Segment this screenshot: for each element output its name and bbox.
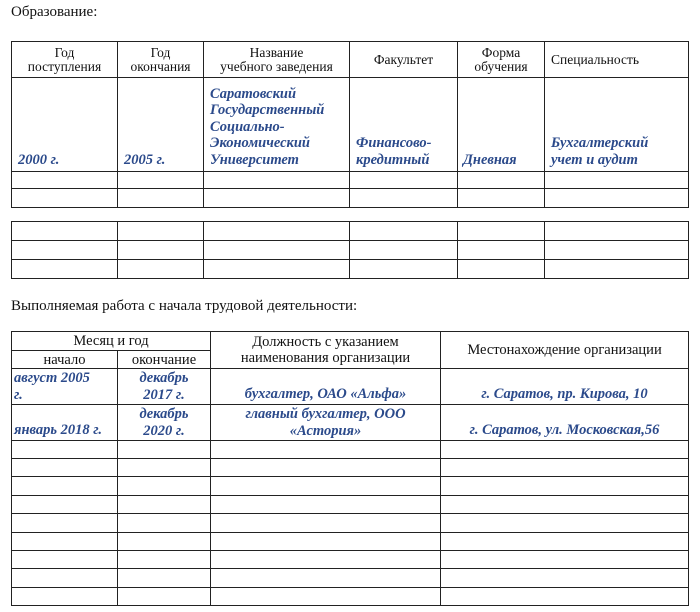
header-faculty: Факультет	[350, 42, 458, 78]
table-row	[12, 477, 689, 496]
table-row	[12, 441, 689, 459]
table-row	[12, 496, 689, 514]
table-row	[12, 569, 689, 588]
header-specialty: Специальность	[545, 42, 689, 78]
work-start: январь 2018 г.	[12, 405, 118, 441]
header-month-year: Месяц и год	[12, 332, 211, 351]
table-row	[12, 172, 689, 189]
work-table	[11, 331, 689, 606]
table-row	[12, 533, 689, 551]
table-row	[12, 551, 689, 569]
header-start: начало	[12, 351, 118, 369]
work-position: бухгалтер, ОАО «Альфа»	[211, 369, 441, 405]
table-row	[12, 405, 689, 441]
header-form: Форма обучения	[458, 42, 545, 78]
edu-year-out: 2005 г.	[118, 78, 204, 172]
header-year-out: Год окончания	[118, 42, 204, 78]
work-position: главный бухгалтер, ООО «Астория»	[211, 405, 441, 441]
edu-year-in: 2000 г.	[12, 78, 118, 172]
education-extra-table	[11, 221, 689, 279]
work-location: г. Саратов, ул. Московская,56	[441, 405, 689, 441]
edu-specialty: Бухгалтерский учет и аудит	[545, 78, 689, 172]
education-table	[11, 41, 689, 208]
table-row	[12, 260, 689, 279]
header-year-in: Год поступления	[12, 42, 118, 78]
table-row	[12, 222, 689, 241]
header-institution: Название учебного заведения	[204, 42, 350, 78]
edu-faculty: Финансово- кредитный	[350, 78, 458, 172]
edu-institution: Саратовский Государственный Социально- Экономический Университет	[204, 78, 350, 172]
table-row	[12, 588, 689, 606]
work-heading: Выполняемая работа с начала трудовой деятельности:	[11, 298, 358, 314]
education-heading: Образование:	[11, 4, 98, 20]
header-end: окончание	[118, 351, 211, 369]
work-end: декабрь 2017 г.	[118, 369, 211, 405]
table-row	[12, 78, 689, 172]
header-location: Местонахождение организации	[441, 332, 689, 369]
work-start: август 2005 г.	[12, 369, 118, 405]
work-end: декабрь 2020 г.	[118, 405, 211, 441]
work-location: г. Саратов, пр. Кирова, 10	[441, 369, 689, 405]
edu-form: Дневная	[458, 78, 545, 172]
table-row	[12, 459, 689, 477]
table-row	[12, 189, 689, 208]
table-row	[12, 514, 689, 533]
header-position: Должность с указанием наименования организации	[211, 332, 441, 369]
table-row	[12, 369, 689, 405]
table-row	[12, 241, 689, 260]
